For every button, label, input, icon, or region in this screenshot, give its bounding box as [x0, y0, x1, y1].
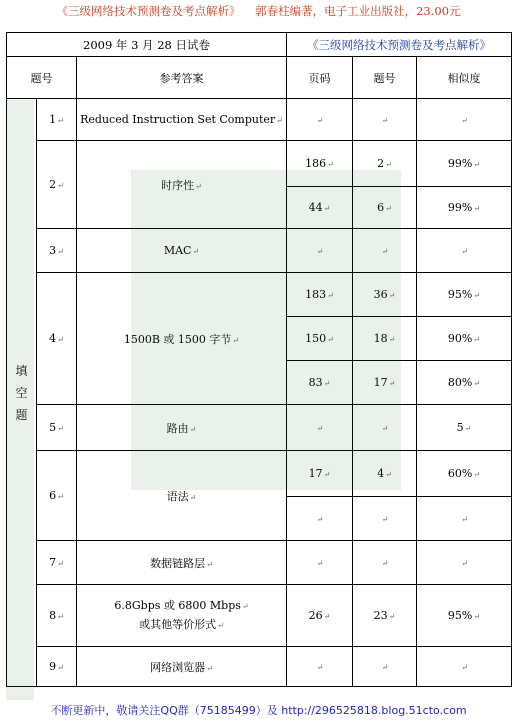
- table-row: [7, 273, 512, 317]
- similarity-cell: 99%↵: [417, 187, 512, 229]
- exam-date: 2009 年 3 月 28 日试卷: [83, 37, 210, 52]
- table-row: [7, 229, 512, 273]
- page-cell: 83↵: [287, 361, 353, 405]
- col-header-similarity: 相似度: [417, 57, 512, 99]
- question-number: 3↵: [37, 229, 77, 273]
- qnum-cell: ↵: [353, 229, 417, 273]
- page-cell: ↵: [287, 541, 353, 585]
- answer-line-2: 或其他等价形式: [139, 617, 217, 631]
- answer-table: [6, 32, 512, 687]
- page-cell: ↵: [287, 497, 353, 541]
- similarity-cell: 5↵: [417, 405, 512, 451]
- table-row: [7, 99, 512, 141]
- similarity-cell: ↵: [417, 541, 512, 585]
- qnum-cell: 17↵: [353, 361, 417, 405]
- book-ref-cell: [287, 33, 512, 57]
- question-number: 4↵: [37, 273, 77, 405]
- table-row: [7, 647, 512, 687]
- answer-cell: 1500B 或 1500 字节↵: [77, 273, 287, 405]
- similarity-cell: 60%↵: [417, 451, 512, 497]
- book-reference: 《三级网络技术预测卷及考点解析》: [307, 37, 491, 52]
- page-cell: ↵: [287, 99, 353, 141]
- answer-cell: 路由↵: [77, 405, 287, 451]
- question-number: 6↵: [37, 451, 77, 541]
- page-footer: 不断更新中，敬请关注QQ群（75185499）及 http://296525818.blog.51cto.com: [50, 704, 467, 717]
- qnum-cell: 36↵: [353, 273, 417, 317]
- page-cell: 186↵: [287, 141, 353, 187]
- answer-cell: 6.8Gbps 或 6800 Mbps↵ 或其他等价形式↵: [77, 585, 287, 647]
- answer-cell: 语法↵: [77, 451, 287, 541]
- qnum-cell: 18↵: [353, 317, 417, 361]
- qnum-cell: 6↵: [353, 187, 417, 229]
- section-label: 填 空 题: [15, 363, 28, 422]
- answer-cell: 时序性↵: [77, 141, 287, 229]
- col-header-num: 题号: [7, 57, 77, 99]
- page-cell: ↵: [287, 229, 353, 273]
- question-number: 8↵: [37, 585, 77, 647]
- qnum-cell: ↵: [353, 99, 417, 141]
- question-number: 5↵: [37, 405, 77, 451]
- qnum-cell: ↵: [353, 647, 417, 687]
- question-number: 1↵: [37, 99, 77, 141]
- qnum-cell: ↵: [353, 541, 417, 585]
- similarity-cell: 95%↵: [417, 585, 512, 647]
- answer-cell: 网络浏览器↵: [77, 647, 287, 687]
- answer-cell: MAC↵: [77, 229, 287, 273]
- answer-cell: 数据链路层↵: [77, 541, 287, 585]
- table-row: [7, 405, 512, 451]
- table-row: [7, 541, 512, 585]
- header-author-publisher: 郭春柱编著，电子工业出版社，23.00元: [255, 4, 461, 18]
- qnum-cell: 23↵: [353, 585, 417, 647]
- similarity-cell: 99%↵: [417, 141, 512, 187]
- answer-line-1: 6.8Gbps 或 6800 Mbps: [114, 598, 241, 612]
- page-cell: 44↵: [287, 187, 353, 229]
- answer-cell: Reduced Instruction Set Computer↵: [77, 99, 287, 141]
- qnum-cell: ↵: [353, 405, 417, 451]
- col-header-qnum: 题号: [353, 57, 417, 99]
- page-cell: ↵: [287, 405, 353, 451]
- page-cell: 17↵: [287, 451, 353, 497]
- page-cell: 150↵: [287, 317, 353, 361]
- qnum-cell: 2↵: [353, 141, 417, 187]
- similarity-cell: ↵: [417, 99, 512, 141]
- question-number: 2↵: [37, 141, 77, 229]
- similarity-cell: ↵: [417, 647, 512, 687]
- question-number: 9↵: [37, 647, 77, 687]
- page-cell: ↵: [287, 647, 353, 687]
- question-number: 7↵: [37, 541, 77, 585]
- section-label-cell: [7, 99, 37, 687]
- header-book-title: 《三级网络技术预测卷及考点解析》: [56, 4, 241, 18]
- exam-date-cell: [7, 33, 287, 57]
- qnum-cell: ↵: [353, 497, 417, 541]
- similarity-cell: 80%↵: [417, 361, 512, 405]
- table-row: [7, 451, 512, 497]
- similarity-cell: 90%↵: [417, 317, 512, 361]
- page-cell: 183↵: [287, 273, 353, 317]
- similarity-cell: 95%↵: [417, 273, 512, 317]
- table-row: [7, 585, 512, 647]
- page-header: [0, 0, 517, 22]
- similarity-cell: ↵: [417, 229, 512, 273]
- table-row: [7, 141, 512, 187]
- similarity-cell: ↵: [417, 497, 512, 541]
- page-cell: 26↵: [287, 585, 353, 647]
- col-header-answer: 参考答案: [77, 57, 287, 99]
- qnum-cell: 4↵: [353, 451, 417, 497]
- col-header-page: 页码: [287, 57, 353, 99]
